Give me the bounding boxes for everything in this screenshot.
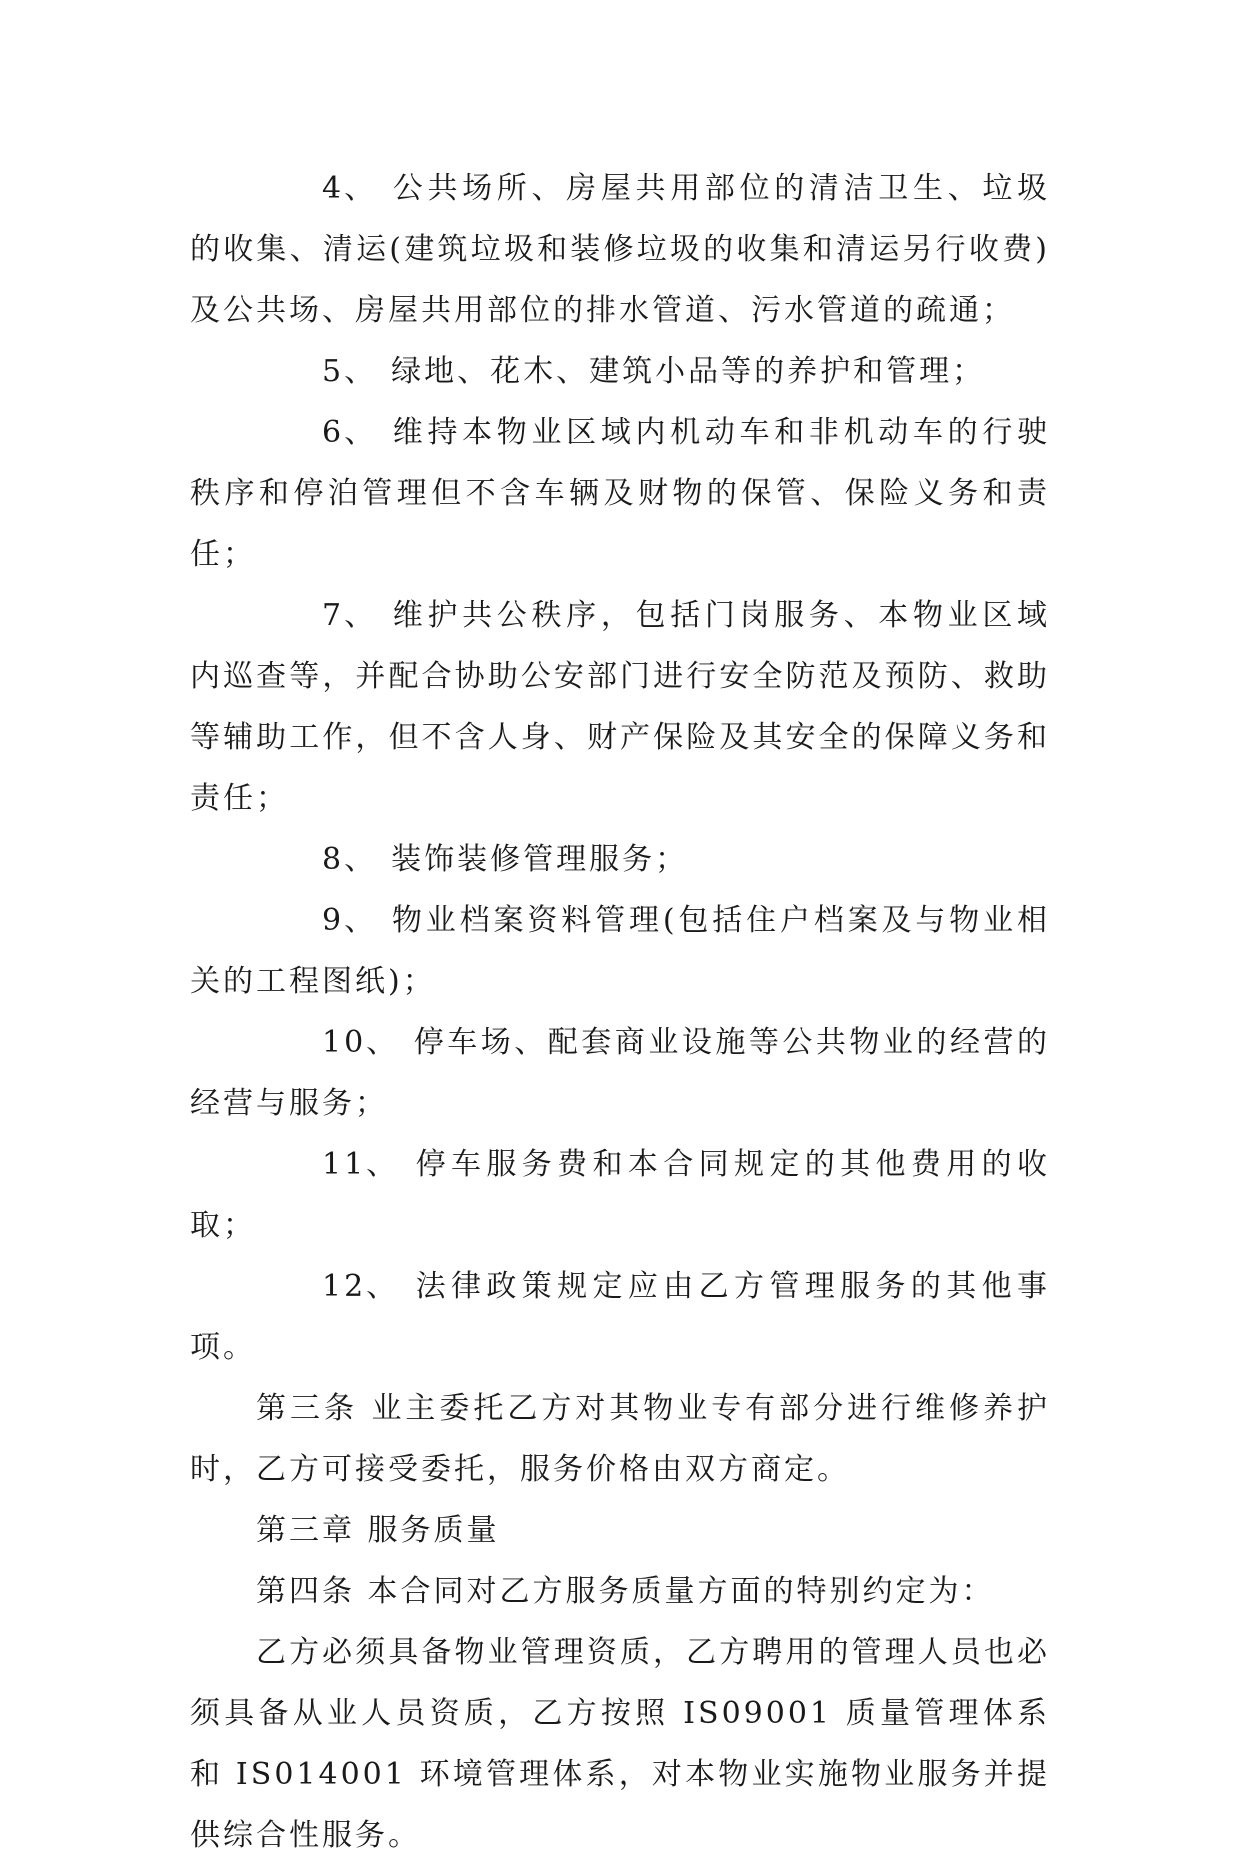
paragraph-item-6 <box>190 402 1050 585</box>
paragraph-item-8 <box>190 829 1050 890</box>
paragraph-text: 乙方必须具备物业管理资质，乙方聘用的管理人员也必须具备从业人员资质，乙方按照 IS09001 质量管理体系和 IS014001 环境管理体系，对本物业实施物业服务并提供综合性服务。 <box>190 1635 1050 1853</box>
paragraph-text: 绿地、花木、建筑小品等的养护和管理； <box>391 354 986 389</box>
item-number: 10、 <box>322 1025 400 1060</box>
item-number: 11、 <box>322 1147 400 1182</box>
paragraph-item-4 <box>190 158 1050 341</box>
paragraph-item-5 <box>190 341 1050 402</box>
paragraph-text: 维持本物业区域内机动车和非机动车的行驶秩序和停泊管理但不含车辆及财物的保管、保险义务和责任； <box>190 415 1050 572</box>
paragraph-text: 法律政策规定应由乙方管理服务的其他事项。 <box>190 1269 1050 1365</box>
paragraph-text: 第四条 本合同对乙方服务质量方面的特别约定为： <box>256 1574 995 1609</box>
item-number: 6、 <box>322 415 378 450</box>
document-body <box>190 158 1050 1866</box>
paragraph-text: 停车场、配套商业设施等公共物业的经营的经营与服务； <box>190 1025 1050 1121</box>
item-number: 9、 <box>322 903 378 938</box>
paragraph-text: 公共场所、房屋共用部位的清洁卫生、垃圾的收集、清运(建筑垃圾和装修垃圾的收集和清运另行收费)及公共场、房屋共用部位的排水管道、污水管道的疏通； <box>190 171 1050 328</box>
paragraph-text: 第三条 业主委托乙方对其物业专有部分进行维修养护时，乙方可接受委托，服务价格由双方商定。 <box>190 1391 1050 1487</box>
item-number: 4、 <box>322 171 378 206</box>
item-number: 7、 <box>322 598 378 633</box>
paragraph-item-7 <box>190 585 1050 829</box>
paragraph-text: 停车服务费和本合同规定的其他费用的收取； <box>190 1147 1050 1243</box>
paragraph-text: 物业档案资料管理(包括住户档案及与物业相关的工程图纸)； <box>190 903 1050 999</box>
paragraph-text: 装饰装修管理服务； <box>391 842 689 877</box>
article-four <box>190 1561 1050 1622</box>
quality-requirement-paragraph <box>190 1622 1050 1866</box>
paragraph-item-11 <box>190 1134 1050 1256</box>
item-number: 5、 <box>322 354 378 389</box>
paragraph-item-12 <box>190 1256 1050 1378</box>
chapter-three-heading <box>190 1500 1050 1561</box>
paragraph-item-10 <box>190 1012 1050 1134</box>
item-number: 12、 <box>322 1269 400 1304</box>
paragraph-text: 维护共公秩序，包括门岗服务、本物业区域内巡查等，并配合协助公安部门进行安全防范及预防、救助等辅助工作，但不含人身、财产保险及其安全的保障义务和责任； <box>190 598 1050 816</box>
paragraph-text: 第三章 服务质量 <box>256 1513 500 1548</box>
article-three <box>190 1378 1050 1500</box>
item-number: 8、 <box>322 842 378 877</box>
paragraph-item-9 <box>190 890 1050 1012</box>
